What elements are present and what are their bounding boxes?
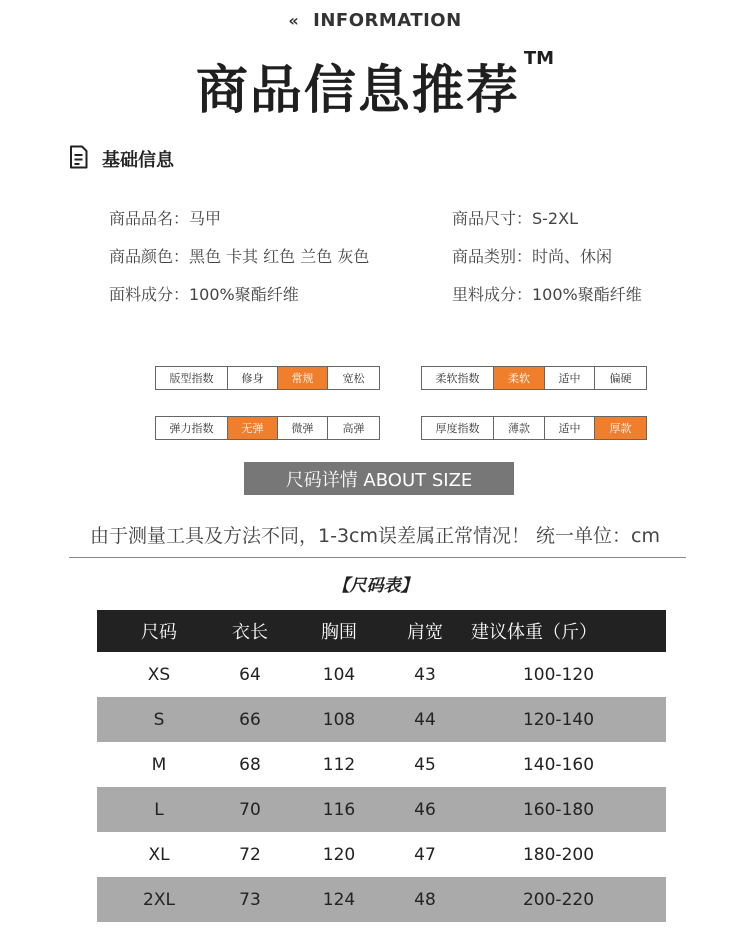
lining-composition: 里料成分：100%聚酯纤维 [452, 285, 642, 304]
cell-weight: 160-180 [522, 799, 595, 820]
thickness-option-thick-selected: 厚款 [595, 417, 646, 439]
info-heading [0, 10, 750, 31]
cell-shoulder: 47 [414, 844, 436, 865]
fit-index-label: 版型指数 [156, 367, 228, 389]
product-name: 商品品名：马甲 [109, 209, 222, 228]
table-row [97, 742, 666, 787]
header-shoulder: 肩宽 [407, 622, 443, 643]
thickness-option-medium: 适中 [545, 417, 595, 439]
table-row [97, 652, 666, 697]
cell-weight: 180-200 [522, 844, 595, 865]
info-label: INFORMATION [313, 10, 462, 31]
cell-weight: 120-140 [522, 709, 595, 730]
cell-shoulder: 45 [414, 754, 436, 775]
cell-chest: 112 [322, 754, 356, 775]
divider [69, 557, 686, 558]
cell-shoulder: 44 [414, 709, 436, 730]
cell-length: 70 [239, 799, 261, 820]
cell-size: XL [148, 844, 170, 865]
product-category: 商品类别：时尚、休闲 [452, 247, 613, 266]
page-title-text: 商品信息推荐 [195, 61, 520, 121]
cell-size: S [153, 709, 165, 730]
cell-size: L [154, 799, 164, 820]
table-row [97, 697, 666, 742]
cell-weight: 100-120 [522, 664, 595, 685]
size-table-title: 【尺码表】 [332, 576, 418, 596]
about-size-banner: 尺码详情 ABOUT SIZE [244, 462, 514, 495]
elasticity-option-slight: 微弹 [278, 417, 328, 439]
cell-length: 66 [239, 709, 261, 730]
fit-option-slim: 修身 [228, 367, 278, 389]
cell-chest: 120 [322, 844, 356, 865]
cell-weight: 200-220 [522, 889, 595, 910]
cell-shoulder: 46 [414, 799, 436, 820]
table-row [97, 832, 666, 877]
cell-shoulder: 43 [414, 664, 436, 685]
cell-shoulder: 48 [414, 889, 436, 910]
thickness-option-thin: 薄款 [494, 417, 545, 439]
header-size: 尺码 [141, 622, 177, 643]
table-row [97, 877, 666, 922]
product-size-range: 商品尺寸：S-2XL [452, 209, 578, 228]
fabric-composition: 面料成分：100%聚酯纤维 [109, 285, 299, 304]
elasticity-option-none-selected: 无弹 [228, 417, 278, 439]
cell-length: 72 [239, 844, 261, 865]
elasticity-option-high: 高弹 [342, 422, 365, 435]
cell-size: XS [147, 664, 171, 685]
elasticity-index-label: 弹力指数 [156, 417, 228, 439]
cell-weight: 140-160 [522, 754, 595, 775]
cell-length: 68 [239, 754, 261, 775]
thickness-index [421, 416, 647, 440]
softness-option-hard: 偏硬 [609, 372, 632, 385]
elasticity-index [155, 416, 380, 440]
product-colors: 商品颜色：黑色 卡其 红色 兰色 灰色 [109, 247, 370, 266]
double-chevron-left-icon: « [288, 11, 300, 30]
softness-index-label: 柔软指数 [422, 367, 494, 389]
fit-option-loose: 宽松 [342, 372, 365, 385]
thickness-index-label: 厚度指数 [422, 417, 494, 439]
fit-index [155, 366, 380, 390]
header-length: 衣长 [232, 622, 268, 643]
cell-chest: 124 [322, 889, 356, 910]
cell-length: 73 [239, 889, 261, 910]
table-row [97, 787, 666, 832]
header-weight: 建议体重（斤） [471, 622, 597, 643]
cell-size: 2XL [143, 889, 175, 910]
measurement-note: 由于测量工具及方法不同，1-3cm误差属正常情况！ 统一单位：cm [90, 525, 660, 547]
trademark-mark: TM [523, 47, 555, 69]
fit-option-regular-selected: 常规 [278, 367, 328, 389]
softness-option-medium: 适中 [545, 367, 595, 389]
basic-info-heading: 基础信息 [102, 150, 174, 171]
cell-size: M [151, 754, 167, 775]
softness-index [421, 366, 647, 390]
cell-chest: 104 [322, 664, 356, 685]
cell-length: 64 [239, 664, 261, 685]
cell-chest: 108 [322, 709, 356, 730]
size-table [97, 610, 666, 922]
document-icon [69, 145, 88, 169]
cell-chest: 116 [322, 799, 356, 820]
softness-option-soft-selected: 柔软 [494, 367, 545, 389]
header-chest: 胸围 [321, 622, 357, 643]
size-table-header [97, 610, 666, 652]
page-title [0, 48, 750, 123]
